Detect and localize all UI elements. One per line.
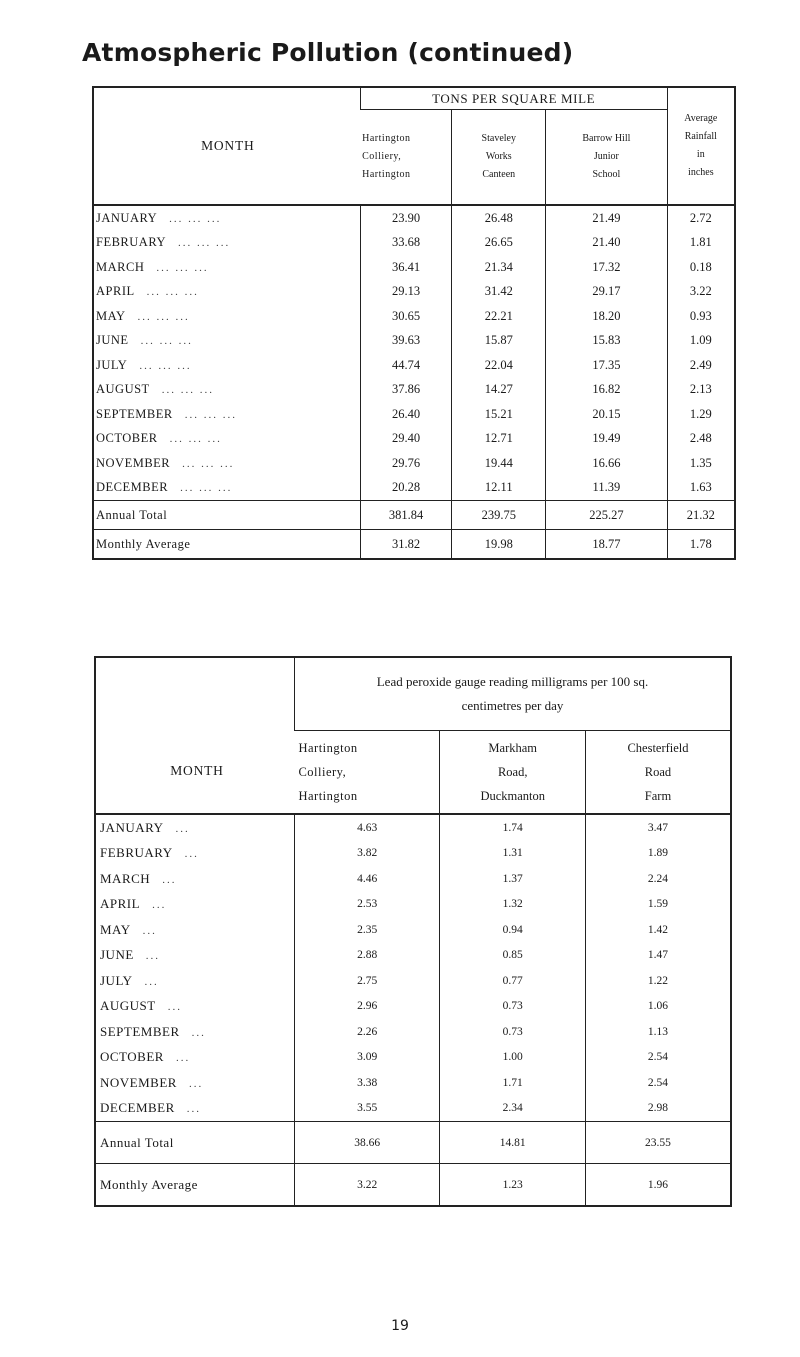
column-header-staveley: [452, 110, 546, 206]
month-label: AUGUST: [96, 382, 150, 397]
total-value-cell: 3.22: [294, 1164, 440, 1207]
month-label: OCTOBER: [100, 1049, 164, 1065]
total-value-cell: 21.32: [667, 501, 735, 530]
total-row: [93, 501, 735, 530]
header-line: in: [696, 149, 705, 160]
leader-dots: ...: [175, 1052, 191, 1065]
value-cell: 37.86: [360, 378, 452, 403]
header-line: Staveley: [481, 133, 516, 144]
month-cell: [95, 1019, 294, 1045]
table-row: [95, 917, 731, 943]
value-cell: 14.27: [452, 378, 546, 403]
total-label: Annual Total: [93, 501, 360, 530]
month-cell: [93, 353, 360, 378]
page-title: Atmospheric Pollution (continued): [82, 38, 574, 67]
value-cell: 4.46: [294, 866, 440, 892]
total-value-cell: 19.98: [452, 530, 546, 560]
table-row: [93, 476, 735, 501]
month-cell: [93, 280, 360, 305]
value-cell: 22.21: [452, 304, 546, 329]
value-cell: 3.38: [294, 1070, 440, 1096]
header-line: School: [592, 169, 621, 180]
month-cell: [93, 329, 360, 354]
total-value-cell: 381.84: [360, 501, 452, 530]
value-cell: 1.89: [585, 841, 731, 867]
leader-dots: ... ... ...: [156, 261, 209, 274]
value-cell: 39.63: [360, 329, 452, 354]
total-row: [95, 1122, 731, 1164]
month-cell: [93, 476, 360, 501]
value-cell: 0.77: [440, 968, 586, 994]
value-cell: 0.73: [440, 994, 586, 1020]
value-cell: 1.00: [440, 1045, 586, 1071]
value-cell: 2.53: [294, 892, 440, 918]
header-line: Farm: [644, 789, 672, 803]
leader-dots: ... ... ...: [178, 237, 231, 250]
value-cell: 2.72: [667, 205, 735, 231]
total-label: Monthly Average: [93, 530, 360, 560]
value-cell: 17.32: [546, 255, 668, 280]
month-label: JULY: [100, 972, 133, 988]
value-cell: 21.34: [452, 255, 546, 280]
value-cell: 2.96: [294, 994, 440, 1020]
value-cell: 21.49: [546, 205, 668, 231]
total-label: Annual Total: [95, 1122, 294, 1164]
column-header-hartington: [294, 731, 440, 815]
month-label: SEPTEMBER: [96, 406, 173, 421]
month-label: APRIL: [100, 896, 141, 912]
value-cell: 2.26: [294, 1019, 440, 1045]
value-cell: 29.13: [360, 280, 452, 305]
month-header: MONTH: [95, 657, 294, 814]
value-cell: 20.15: [546, 402, 668, 427]
leader-dots: ...: [188, 1077, 204, 1090]
leader-dots: ... ... ...: [139, 359, 192, 372]
leader-dots: ... ... ...: [169, 212, 222, 225]
value-cell: 33.68: [360, 231, 452, 256]
table-row: [95, 814, 731, 841]
column-header-barrow-hill: [546, 110, 668, 206]
leader-dots: ... ... ...: [146, 286, 199, 299]
leader-dots: ...: [175, 822, 190, 835]
leader-dots: ... ... ...: [169, 433, 222, 446]
value-cell: 1.71: [440, 1070, 586, 1096]
value-cell: 30.65: [360, 304, 452, 329]
header-line: Hartington: [298, 789, 358, 803]
month-label: SEPTEMBER: [100, 1023, 180, 1039]
total-value-cell: 1.78: [667, 530, 735, 560]
month-label: FEBRUARY: [100, 845, 173, 861]
total-value-cell: 225.27: [546, 501, 668, 530]
total-value-cell: 1.23: [440, 1164, 586, 1207]
header-line: centimetres per day: [461, 698, 564, 713]
value-cell: 2.49: [667, 353, 735, 378]
value-cell: 17.35: [546, 353, 668, 378]
month-cell: [95, 1070, 294, 1096]
month-label: NOVEMBER: [96, 455, 171, 470]
header-line: Road,: [497, 765, 528, 779]
table-row: [93, 280, 735, 305]
value-cell: 1.32: [440, 892, 586, 918]
value-cell: 15.83: [546, 329, 668, 354]
table-row: [95, 866, 731, 892]
month-cell: [95, 814, 294, 841]
column-header-markham: [440, 731, 586, 815]
header-line: Lead peroxide gauge reading milligrams per 100 sq.: [376, 674, 649, 689]
total-value-cell: 38.66: [294, 1122, 440, 1164]
table-row: [93, 205, 735, 231]
total-row: [95, 1164, 731, 1207]
month-cell: [95, 866, 294, 892]
month-label: JULY: [96, 357, 128, 372]
value-cell: 1.63: [667, 476, 735, 501]
month-label: MARCH: [100, 870, 151, 886]
month-cell: [95, 892, 294, 918]
leader-dots: ... ... ...: [180, 482, 233, 495]
value-cell: 19.44: [452, 451, 546, 476]
header-line: Markham: [488, 741, 538, 755]
value-cell: 16.66: [546, 451, 668, 476]
month-cell: [95, 1045, 294, 1071]
header-line: Road: [644, 765, 672, 779]
month-label: JANUARY: [96, 210, 158, 225]
table-row: [95, 892, 731, 918]
leader-dots: ...: [167, 1001, 182, 1014]
value-cell: 15.21: [452, 402, 546, 427]
value-cell: 18.20: [546, 304, 668, 329]
value-cell: 2.98: [585, 1096, 731, 1122]
value-cell: 1.59: [585, 892, 731, 918]
month-header: MONTH: [93, 87, 360, 205]
group-header: TONS PER SQUARE MILE: [360, 87, 667, 110]
value-cell: 29.76: [360, 451, 452, 476]
lead-peroxide-table: [94, 656, 732, 1207]
group-header: [294, 657, 731, 731]
value-cell: 1.47: [585, 943, 731, 969]
month-label: MAY: [96, 308, 126, 323]
table-row: [95, 968, 731, 994]
column-header-rainfall: [667, 87, 735, 205]
total-value-cell: 14.81: [440, 1122, 586, 1164]
month-label: JUNE: [100, 947, 134, 963]
value-cell: 2.75: [294, 968, 440, 994]
month-cell: [93, 402, 360, 427]
total-value-cell: 239.75: [452, 501, 546, 530]
month-cell: [95, 1096, 294, 1122]
total-label: Monthly Average: [95, 1164, 294, 1207]
leader-dots: ... ... ...: [161, 384, 214, 397]
value-cell: 0.93: [667, 304, 735, 329]
month-cell: [93, 231, 360, 256]
header-line: Chesterfield: [627, 741, 689, 755]
value-cell: 31.42: [452, 280, 546, 305]
table-row: [95, 1070, 731, 1096]
month-cell: [93, 304, 360, 329]
value-cell: 0.85: [440, 943, 586, 969]
month-cell: [93, 255, 360, 280]
leader-dots: ...: [162, 873, 177, 886]
page-number: 19: [391, 1318, 409, 1334]
table-row: [95, 1045, 731, 1071]
value-cell: 1.31: [440, 841, 586, 867]
value-cell: 11.39: [546, 476, 668, 501]
value-cell: 2.24: [585, 866, 731, 892]
header-line: inches: [688, 167, 714, 178]
header-line: Hartington: [362, 133, 411, 144]
value-cell: 1.74: [440, 814, 586, 841]
value-cell: 3.22: [667, 280, 735, 305]
tons-per-square-mile-table: [92, 86, 736, 560]
value-cell: 2.13: [667, 378, 735, 403]
month-cell: [95, 968, 294, 994]
month-cell: [93, 205, 360, 231]
month-cell: [93, 451, 360, 476]
table-row: [93, 451, 735, 476]
month-label: MAY: [100, 921, 131, 937]
value-cell: 2.48: [667, 427, 735, 452]
month-label: JANUARY: [100, 819, 164, 835]
month-cell: [93, 427, 360, 452]
table-row: [95, 943, 731, 969]
leader-dots: ... ... ...: [137, 310, 190, 323]
table-row: [93, 353, 735, 378]
value-cell: 29.40: [360, 427, 452, 452]
value-cell: 16.82: [546, 378, 668, 403]
value-cell: 22.04: [452, 353, 546, 378]
table-row: [93, 255, 735, 280]
value-cell: 1.06: [585, 994, 731, 1020]
leader-dots: ...: [144, 975, 159, 988]
table-row: [93, 427, 735, 452]
month-label: JUNE: [96, 333, 129, 348]
value-cell: 12.11: [452, 476, 546, 501]
header-line: Junior: [593, 151, 619, 162]
value-cell: 2.34: [440, 1096, 586, 1122]
header-line: Average: [684, 113, 718, 124]
table-row: [93, 231, 735, 256]
leader-dots: ...: [186, 1103, 202, 1116]
value-cell: 15.87: [452, 329, 546, 354]
month-label: FEBRUARY: [96, 235, 166, 250]
table-row: [95, 1019, 731, 1045]
header-line: Colliery,: [298, 765, 347, 779]
value-cell: 1.37: [440, 866, 586, 892]
month-label: MARCH: [96, 259, 145, 274]
value-cell: 3.82: [294, 841, 440, 867]
column-header-hartington: [360, 110, 452, 206]
month-label: APRIL: [96, 284, 135, 299]
value-cell: 26.48: [452, 205, 546, 231]
leader-dots: ...: [145, 950, 161, 963]
month-label: OCTOBER: [96, 431, 158, 446]
value-cell: 0.18: [667, 255, 735, 280]
value-cell: 44.74: [360, 353, 452, 378]
total-value-cell: 18.77: [546, 530, 668, 560]
column-header-chesterfield: [585, 731, 731, 815]
total-value-cell: 31.82: [360, 530, 452, 560]
header-line: Canteen: [482, 169, 516, 180]
month-cell: [95, 994, 294, 1020]
leader-dots: ...: [191, 1026, 206, 1039]
month-label: DECEMBER: [96, 480, 169, 495]
table-row: [93, 329, 735, 354]
table-row: [95, 1096, 731, 1122]
value-cell: 0.94: [440, 917, 586, 943]
table-row: [93, 304, 735, 329]
value-cell: 3.55: [294, 1096, 440, 1122]
month-label: AUGUST: [100, 998, 156, 1014]
table-row: [93, 378, 735, 403]
leader-dots: ...: [152, 899, 167, 912]
value-cell: 26.40: [360, 402, 452, 427]
table-row: [95, 841, 731, 867]
header-line: Works: [485, 151, 512, 162]
value-cell: 29.17: [546, 280, 668, 305]
value-cell: 1.13: [585, 1019, 731, 1045]
month-cell: [95, 943, 294, 969]
value-cell: 2.35: [294, 917, 440, 943]
header-line: Colliery,: [362, 151, 402, 162]
value-cell: 23.90: [360, 205, 452, 231]
value-cell: 1.09: [667, 329, 735, 354]
leader-dots: ...: [184, 848, 199, 861]
header-line: Hartington: [298, 741, 358, 755]
value-cell: 21.40: [546, 231, 668, 256]
value-cell: 1.81: [667, 231, 735, 256]
leader-dots: ... ... ...: [182, 457, 235, 470]
leader-dots: ...: [142, 924, 157, 937]
value-cell: 3.09: [294, 1045, 440, 1071]
month-label: DECEMBER: [100, 1100, 175, 1116]
value-cell: 19.49: [546, 427, 668, 452]
value-cell: 2.88: [294, 943, 440, 969]
total-row: [93, 530, 735, 560]
total-value-cell: 1.96: [585, 1164, 731, 1207]
header-line: Hartington: [362, 169, 411, 180]
header-line: Barrow Hill: [582, 133, 631, 144]
value-cell: 20.28: [360, 476, 452, 501]
value-cell: 2.54: [585, 1045, 731, 1071]
leader-dots: ... ... ...: [184, 408, 237, 421]
value-cell: 4.63: [294, 814, 440, 841]
month-label: NOVEMBER: [100, 1074, 177, 1090]
total-value-cell: 23.55: [585, 1122, 731, 1164]
table-row: [95, 994, 731, 1020]
month-cell: [93, 378, 360, 403]
table-row: [93, 402, 735, 427]
leader-dots: ... ... ...: [140, 335, 193, 348]
value-cell: 1.42: [585, 917, 731, 943]
value-cell: 1.29: [667, 402, 735, 427]
value-cell: 1.22: [585, 968, 731, 994]
value-cell: 1.35: [667, 451, 735, 476]
value-cell: 2.54: [585, 1070, 731, 1096]
value-cell: 36.41: [360, 255, 452, 280]
value-cell: 0.73: [440, 1019, 586, 1045]
value-cell: 26.65: [452, 231, 546, 256]
header-line: Rainfall: [684, 131, 717, 142]
month-cell: [95, 917, 294, 943]
month-cell: [95, 841, 294, 867]
header-line: Duckmanton: [480, 789, 546, 803]
value-cell: 12.71: [452, 427, 546, 452]
value-cell: 3.47: [585, 814, 731, 841]
